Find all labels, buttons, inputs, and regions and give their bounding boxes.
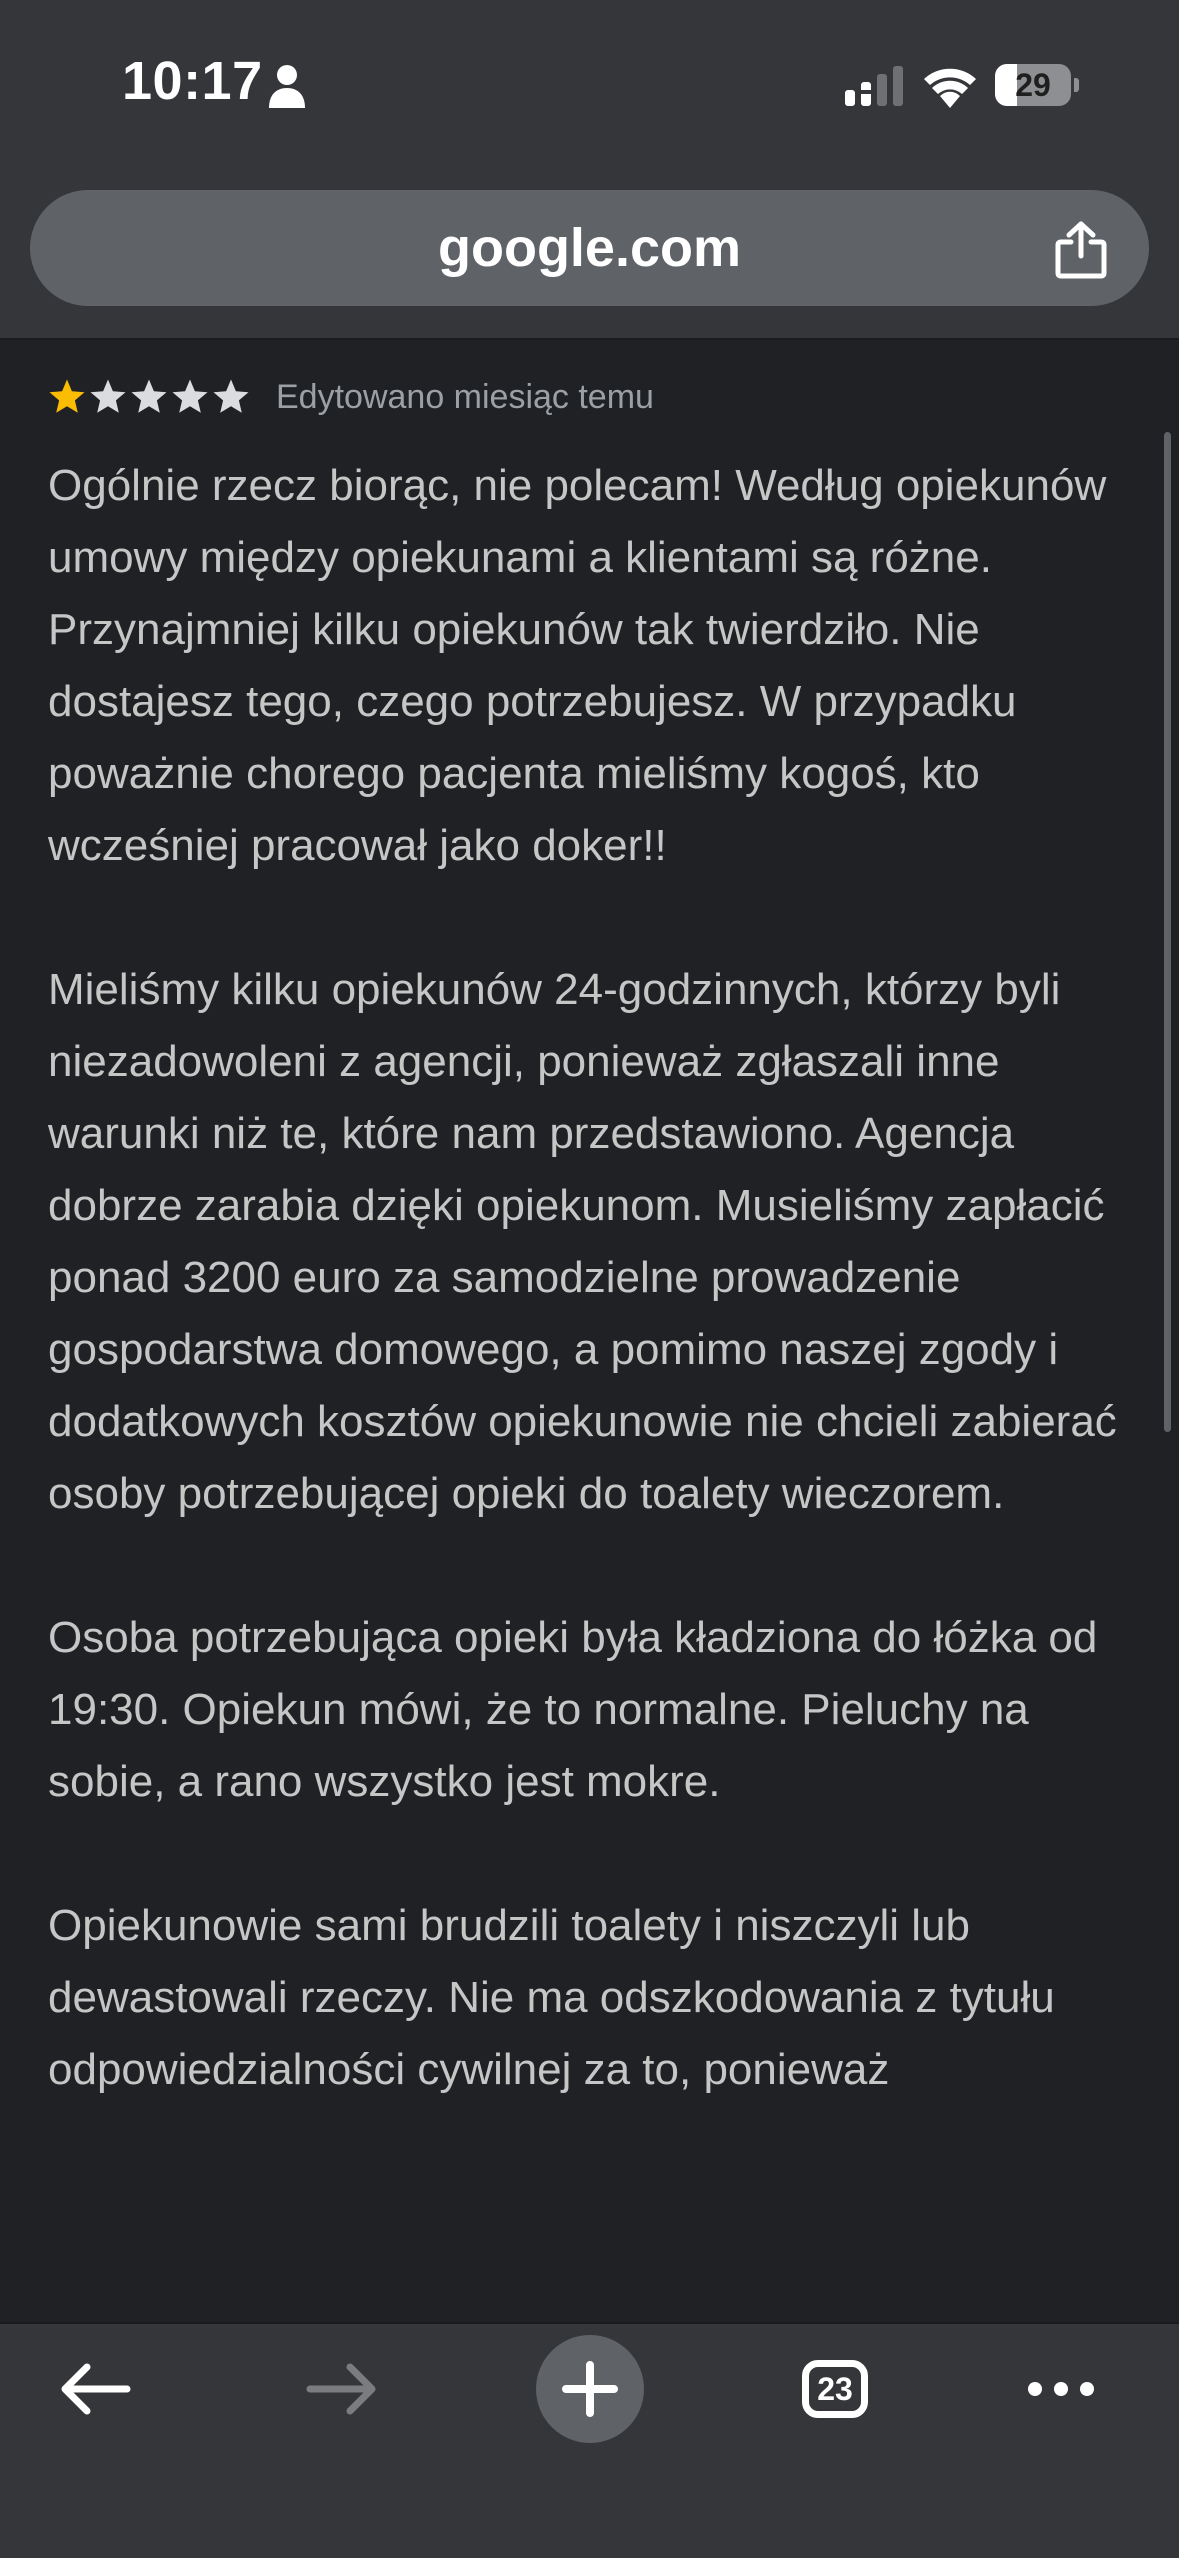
page-content[interactable] [0,340,1179,2322]
tab-count-icon [802,2360,868,2418]
review-paragraph: Osoba potrzebująca opieki była kładziona do łóżka od 19:30. Opiekun mówi, że to normalne. Pieluchy na sobie, a rano wszystko jest mokre. [48,1613,1098,1806]
review-paragraph: Opiekunowie sami brudzili toalety i niszczyli lub dewastowali rzeczy. Nie ma odszkodowania z tytułu odpowiedzialności cywilnej za to, ponieważ [48,1901,1055,2094]
star-filled-icon [48,378,86,416]
forward-button[interactable] [282,2324,402,2454]
arrow-left-icon [59,2361,131,2417]
back-button[interactable] [35,2324,155,2454]
star-empty-icon [212,378,250,416]
star-rating [48,378,250,416]
bottom-toolbar [0,2322,1179,2558]
tab-count: 23 [817,2370,853,2407]
cellular-signal-icon [843,66,905,108]
edited-label: Edytowano miesiąc temu [276,377,654,416]
review-meta [48,372,654,422]
battery-indicator [995,64,1075,108]
person-icon [267,64,307,108]
star-empty-icon [130,378,168,416]
arrow-right-icon [306,2361,378,2417]
battery-nub [1074,78,1079,92]
battery-body [995,64,1071,106]
address-bar[interactable] [30,190,1149,306]
url-text[interactable]: google.com [437,218,741,278]
star-empty-icon [171,378,209,416]
scrollbar[interactable] [1164,432,1171,1432]
tab-switcher-button[interactable] [775,2324,895,2454]
share-icon[interactable] [1053,220,1109,280]
review-text [48,450,1133,2178]
wifi-icon [922,62,978,108]
status-bar [0,0,1179,170]
status-time: 10:17 [122,51,263,111]
star-empty-icon [89,378,127,416]
battery-percent: 29 [1015,67,1051,103]
review-paragraph: Ogólnie rzecz biorąc, nie polecam! Według opiekunów umowy między opiekunami a klientami są różne. Przynajmniej kilku opiekunów tak twierdziło. Nie dostajesz tego, czego potrzebujesz. W przypadku poważnie chorego pacjenta mieliśmy kogoś, kto wcześniej pracował jako doker!! [48,461,1107,870]
browser-top-chrome [0,0,1179,340]
review-paragraph: Mieliśmy kilku opiekunów 24-godzinnych, którzy byli niezadowoleni z agencji, ponieważ zgłaszali inne warunki niż te, które nam przedstawiono. Agencja dobrze zarabia dzięki opiekunom. Musieliśmy zapłacić ponad 3200 euro za samodzielne prowadzenie gospodarstwa domowego, a pomimo naszej zgody i dodatkowych kosztów opiekunowie nie chcieli zabierać osoby potrzebującej opieki do toalety wieczorem. [48,965,1117,1518]
new-tab-button[interactable] [530,2324,650,2454]
more-menu-button[interactable] [1001,2324,1121,2454]
new-tab-circle [536,2335,644,2443]
plus-icon [562,2361,618,2417]
more-dots-icon [1025,2379,1097,2399]
